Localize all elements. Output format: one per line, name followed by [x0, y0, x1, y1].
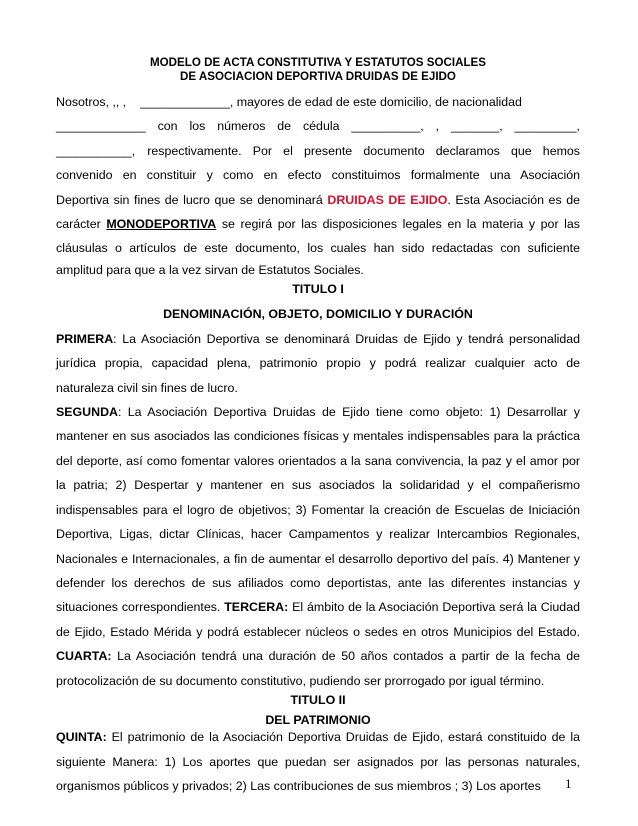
intro-line-8: amplitud para que a la vez sirvan de Estatutos Sociales. — [56, 262, 364, 277]
quinta-text: El patrimonio de la Asociación Deportiva Druidas de Ejido, estará constituido de la siguiente Manera: 1) Los aportes que puedan ser asignados por las personas naturales, organismos públicos y privados; 2) Las contribuciones de sus miembros ; 3) Los aportes — [56, 730, 580, 794]
title-line-1: MODELO DE ACTA CONSTITUTIVA Y ESTATUTOS SOCIALES — [149, 56, 487, 69]
intro-line-5 — [56, 188, 580, 212]
intro-line-1 — [56, 90, 580, 114]
clause-segunda — [56, 400, 580, 693]
cuarta-text: La Asociación tendrá una duración de 50 años contados a partir de la fecha de protocolización de su documento constitutivo, pudiendo ser prorrogado por igual término. — [56, 649, 580, 688]
intro-line-3b: respectivamente. Por el presente documento declaramos que hemos — [147, 143, 580, 158]
intro-line-6 — [56, 212, 580, 236]
intro-line-5a: Deportiva sin fines de lucro que se denominará — [56, 192, 323, 207]
primera-label: PRIMERA — [56, 331, 114, 346]
primera-text: : La Asociación Deportiva se denominará Druidas de Ejido y tendrá personalidad jurídica propia, capacidad plena, patrimonio propio y podrá realizar cualquier acto de naturaleza civil sin fines de lucro. — [56, 331, 580, 395]
titulo-2-subheading: DEL PATRIMONIO — [265, 713, 371, 728]
intro-line-6b: se regirá por las disposiciones legales en la materia y por las — [221, 217, 580, 232]
tercera-text: El ámbito de la Asociación Deportiva será la Ciudad de Ejido, Estado Mérida y podrá establecer núcleos o sedes en otros Municipios del Estado. — [56, 600, 580, 639]
intro-line-2 — [56, 114, 580, 138]
segunda-text: : La Asociación Deportiva Druidas de Ejido tiene como objeto: 1) Desarrollar y mantener en sus asociados las condiciones físicas y mentales indispensables para la práctica del deporte, así como fomentar valores orientados a la sana convivencia, la paz y el amor por la patria; 2) Despertar y mantener en sus asociados la solidaridad y el compañerismo indispensables para el logro de objetivos; 3) Fomentar la creación de Escuelas de Iniciación Deportiva, Ligas, dictar Clínicas, hacer Campamentos y realizar Intercambios Regionales, Nacionales e Internacionales, a fin de aumentar el desarrollo deportivo del país. 4) Mantener y defender los derechos de sus afiliados como deportistas, ante las diferentes instancias y situaciones correspondientes. — [56, 405, 580, 615]
intro-line-3a: ___________, — [56, 143, 136, 158]
intro-line-4: convenido en constituir y como en efecto constituimos formalmente una Asociación — [56, 168, 580, 183]
association-name-highlight: DRUIDAS DE EJIDO — [327, 192, 448, 207]
intro-line-3 — [56, 139, 580, 163]
quinta-label: QUINTA: — [56, 730, 107, 745]
intro-line-6a: carácter — [56, 217, 101, 232]
intro-line-1b: _____________, mayores de edad de este domicilio, de nacionalidad — [140, 95, 522, 109]
page-number: 1 — [565, 776, 572, 791]
intro-line-2b: con los números de cédula __________, , _______, _________, — [157, 119, 580, 134]
titulo-1-subheading: DENOMINACIÓN, OBJETO, DOMICILIO Y DURACIÓN — [163, 307, 473, 322]
intro-line-7: cláusulas o artículos de este documento, los cuales han sido redactadas con suficiente — [56, 241, 580, 256]
intro-line-1a: Nosotros, ,, , — [56, 95, 127, 109]
document-body — [56, 56, 580, 799]
clause-primera — [56, 327, 580, 400]
sport-type-underlined: MONODEPORTIVA — [106, 217, 217, 232]
title-line-2: DE ASOCIACION DEPORTIVA DRUIDAS DE EJIDO — [180, 70, 456, 83]
cuarta-label: CUARTA: — [56, 649, 112, 664]
intro-line-5b: . Esta Asociación es de — [447, 192, 580, 207]
intro-line-2a: _____________ — [56, 119, 146, 134]
titulo-1-heading: TITULO I — [292, 281, 344, 296]
intro-paragraph — [56, 90, 580, 280]
segunda-label: SEGUNDA — [56, 405, 118, 420]
tercera-label: TERCERA: — [224, 600, 289, 615]
document-title — [56, 56, 580, 84]
titulo-2-heading: TITULO II — [290, 692, 346, 707]
clause-quinta — [56, 725, 580, 798]
